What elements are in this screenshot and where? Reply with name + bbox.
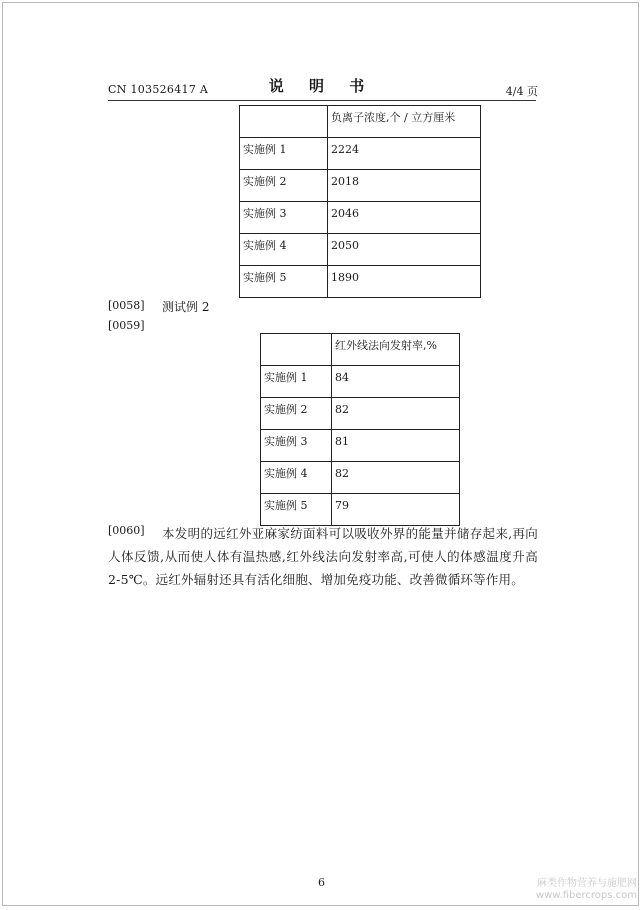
table-header-cell: 红外线法向发射率,%: [332, 334, 460, 366]
table-cell: 1890: [328, 266, 481, 298]
section-heading: 测试例 2: [162, 300, 210, 314]
table-cell: 实施例 5: [261, 494, 332, 526]
table-cell: 实施例 4: [240, 234, 328, 266]
table-cell: 实施例 2: [261, 398, 332, 430]
watermark-text: 麻类作物营养与施肥网: [537, 878, 637, 889]
table-cell: 84: [332, 366, 460, 398]
table-row: [261, 398, 460, 430]
table-row: [261, 494, 460, 526]
table-row: [240, 266, 481, 298]
header-rule: [108, 100, 536, 101]
table-header-row: [240, 106, 481, 138]
table-row: [240, 138, 481, 170]
document-title: 说 明 书: [268, 77, 375, 95]
page-number: 6: [318, 876, 325, 889]
table-cell: 81: [332, 430, 460, 462]
table-cell: [261, 334, 332, 366]
table-cell: 实施例 1: [261, 366, 332, 398]
table-cell: 2046: [328, 202, 481, 234]
page-count: 4/4 页: [505, 85, 538, 98]
table-cell: 82: [332, 398, 460, 430]
watermark-url: www.fibercrops.com: [535, 890, 637, 901]
table-cell: 79: [332, 494, 460, 526]
paragraph-number: [0058]: [108, 299, 145, 312]
table-row: [261, 430, 460, 462]
table-row: [261, 366, 460, 398]
table-cell: 实施例 1: [240, 138, 328, 170]
table-row: [261, 462, 460, 494]
table-cell: 2018: [328, 170, 481, 202]
table-cell: 实施例 2: [240, 170, 328, 202]
table-cell: [240, 106, 328, 138]
body-paragraph: 本发明的远红外亚麻家纺面料可以吸收外界的能量并储存起来,再向人体反馈,从而使人体有温热感,红外线法向发射率高,可使人的体感温度升高 2-5℃。远红外辐射还具有活化细胞、增加免疫功能、改善微循环等作用。: [108, 526, 538, 587]
table-header-row: [261, 334, 460, 366]
infrared-emissivity-table: [260, 333, 460, 526]
table-cell: 实施例 3: [261, 430, 332, 462]
table-cell: 实施例 5: [240, 266, 328, 298]
negative-ion-table: [239, 105, 481, 298]
table-cell: 实施例 4: [261, 462, 332, 494]
table-row: [240, 170, 481, 202]
table-row: [240, 234, 481, 266]
table-header-cell: 负离子浓度,个 / 立方厘米: [328, 106, 481, 138]
paragraph-number: [0059]: [108, 319, 145, 332]
table-cell: 2224: [328, 138, 481, 170]
table-cell: 82: [332, 462, 460, 494]
paragraph-number: [0060]: [108, 524, 145, 537]
page-header: [0, 0, 643, 100]
watermark: [536, 878, 637, 902]
patent-number: CN 103526417 A: [108, 83, 209, 96]
table-cell: 实施例 3: [240, 202, 328, 234]
table-row: [240, 202, 481, 234]
table-cell: 2050: [328, 234, 481, 266]
